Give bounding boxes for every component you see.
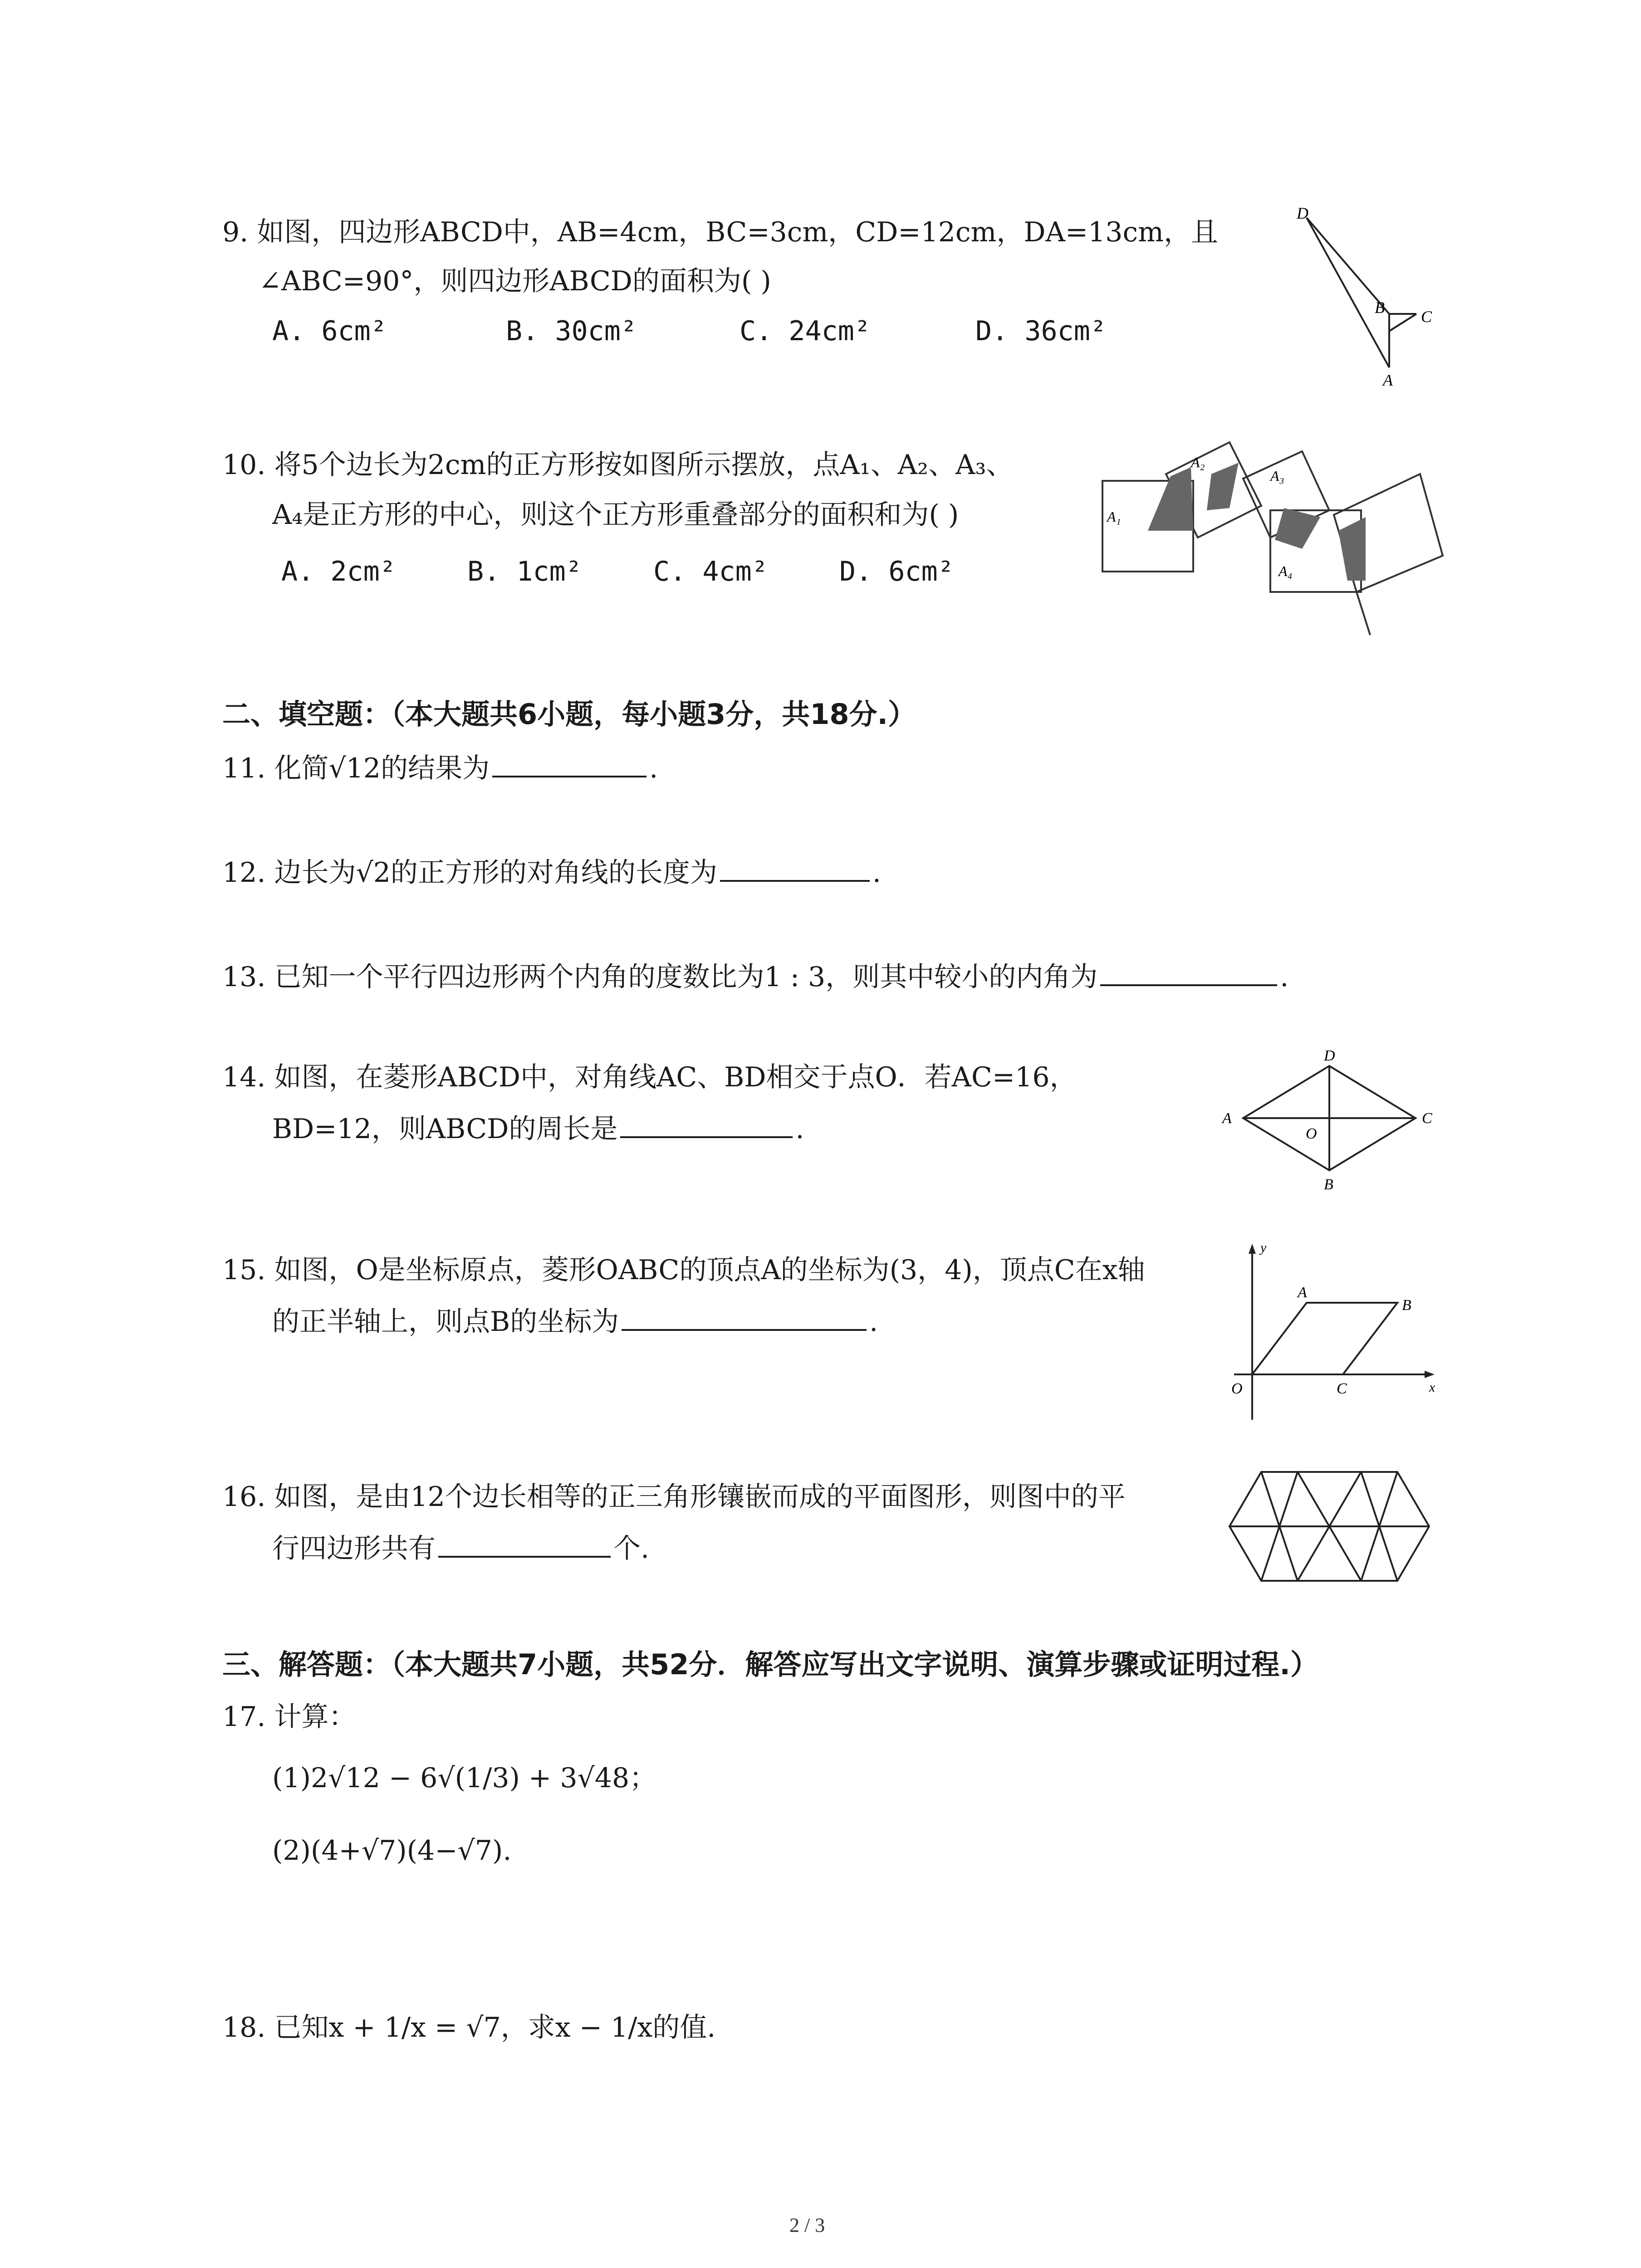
q10-line2: A₄是正方形的中心，则这个正方形重叠部分的面积和为( ) [272,499,959,531]
q15-line2-text: 的正半轴上，则点B的坐标为 [272,1306,619,1338]
q14-line2 [272,1109,804,1147]
q12-line [222,853,881,891]
q11-text: 11. 化简√12的结果为 [222,753,490,784]
q11-period: . [649,753,658,784]
q15-label-c: C [1337,1380,1347,1397]
q10-option-c: C. 4cm² [653,556,768,587]
q15-line2 [272,1302,878,1340]
q12-answer-blank[interactable] [720,853,870,882]
q16-triangle-tiling-figure [1220,1461,1438,1597]
q14-label-o: O [1306,1125,1317,1142]
q11-line [222,748,658,787]
q15-answer-blank[interactable] [622,1302,867,1331]
q15-label-x: x [1429,1380,1435,1395]
q9-line1: 9. 如图，四边形ABCD中，AB=4cm，BC=3cm，CD=12cm，DA=13cm，且 [222,216,1218,248]
q9-option-d: D. 36cm² [975,315,1107,347]
q15-label-a: A [1298,1284,1307,1301]
q10-option-d: D. 6cm² [839,556,954,587]
q17-title: 17. 计算： [222,1701,356,1733]
q10-label-a1: A₁ [1107,508,1121,525]
q14-line2-text: BD=12，则ABCD的周长是 [272,1113,618,1145]
q9-option-c: C. 24cm² [740,315,871,347]
q9-label-d: D [1297,204,1308,222]
q10-label-a3: A₃ [1270,468,1284,484]
q11-answer-blank[interactable] [492,748,647,777]
q9-label-b: B [1375,298,1385,317]
q13-period: . [1280,961,1289,993]
q10-label-a2: A₂ [1191,454,1205,470]
q10-option-a: A. 2cm² [281,556,396,587]
q14-label-b: B [1324,1176,1333,1193]
q14-line1: 14. 如图，在菱形ABCD中，对角线AC、BD相交于点O．若AC=16， [222,1061,1077,1093]
page-number: 2 / 3 [789,2214,825,2236]
q15-label-y: y [1260,1240,1267,1255]
q16-line2-text: 行四边形共有 [272,1533,436,1564]
q16-line2 [272,1529,649,1567]
q14-period: . [795,1113,804,1145]
q14-label-c: C [1422,1110,1432,1127]
q13-line [222,957,1288,995]
section-2-heading: 二、填空题：（本大题共6小题，每小题3分，共18分.） [222,698,916,731]
q10-line1: 10. 将5个边长为2cm的正方形按如图所示摆放，点A₁、A₂、A₃、 [222,449,1014,481]
q17-part2: (2)(4+√7)(4−√7). [272,1835,512,1867]
q14-label-a: A [1222,1110,1232,1127]
q15-label-b: B [1402,1297,1411,1314]
q15-period: . [869,1306,878,1338]
q9-option-b: B. 30cm² [506,315,637,347]
q9-option-a: A. 6cm² [272,315,387,347]
q17-part1: (1)2√12 − 6√(1/3) + 3√48； [272,1762,657,1794]
q15-coordinate-figure [1216,1234,1452,1424]
q15-line1: 15. 如图，O是坐标原点，菱形OABC的顶点A的坐标为(3，4)，顶点C在x轴 [222,1254,1145,1286]
q10-label-a4: A₄ [1279,563,1293,579]
q13-answer-blank[interactable] [1100,957,1277,986]
q14-answer-blank[interactable] [620,1109,793,1138]
q10-squares-figure [1093,431,1447,640]
q10-option-b: B. 1cm² [467,556,582,587]
q18-line: 18. 已知x + 1/x = √7，求x − 1/x的值. [222,2012,716,2043]
q12-text: 12. 边长为√2的正方形的对角线的长度为 [222,857,717,889]
q16-line1: 16. 如图，是由12个边长相等的正三角形镶嵌而成的平面图形，则图中的平 [222,1481,1126,1513]
q13-text: 13. 已知一个平行四边形两个内角的度数比为1 : 3，则其中较小的内角为 [222,961,1098,993]
q16-answer-blank[interactable] [438,1529,611,1558]
q9-label-a: A [1383,371,1393,389]
q9-quadrilateral-figure [1288,200,1452,390]
q15-label-o: O [1231,1380,1243,1397]
q9-label-c: C [1421,308,1432,326]
q14-label-d: D [1324,1047,1335,1064]
q14-rhombus-figure [1216,1043,1443,1193]
q16-unit: 个. [613,1533,650,1564]
q12-period: . [872,857,881,889]
section-3-heading: 三、解答题：（本大题共7小题，共52分．解答应写出文字说明、演算步骤或证明过程.） [222,1648,1318,1681]
q9-line2: ∠ABC=90°，则四边形ABCD的面积为( ) [259,265,771,297]
